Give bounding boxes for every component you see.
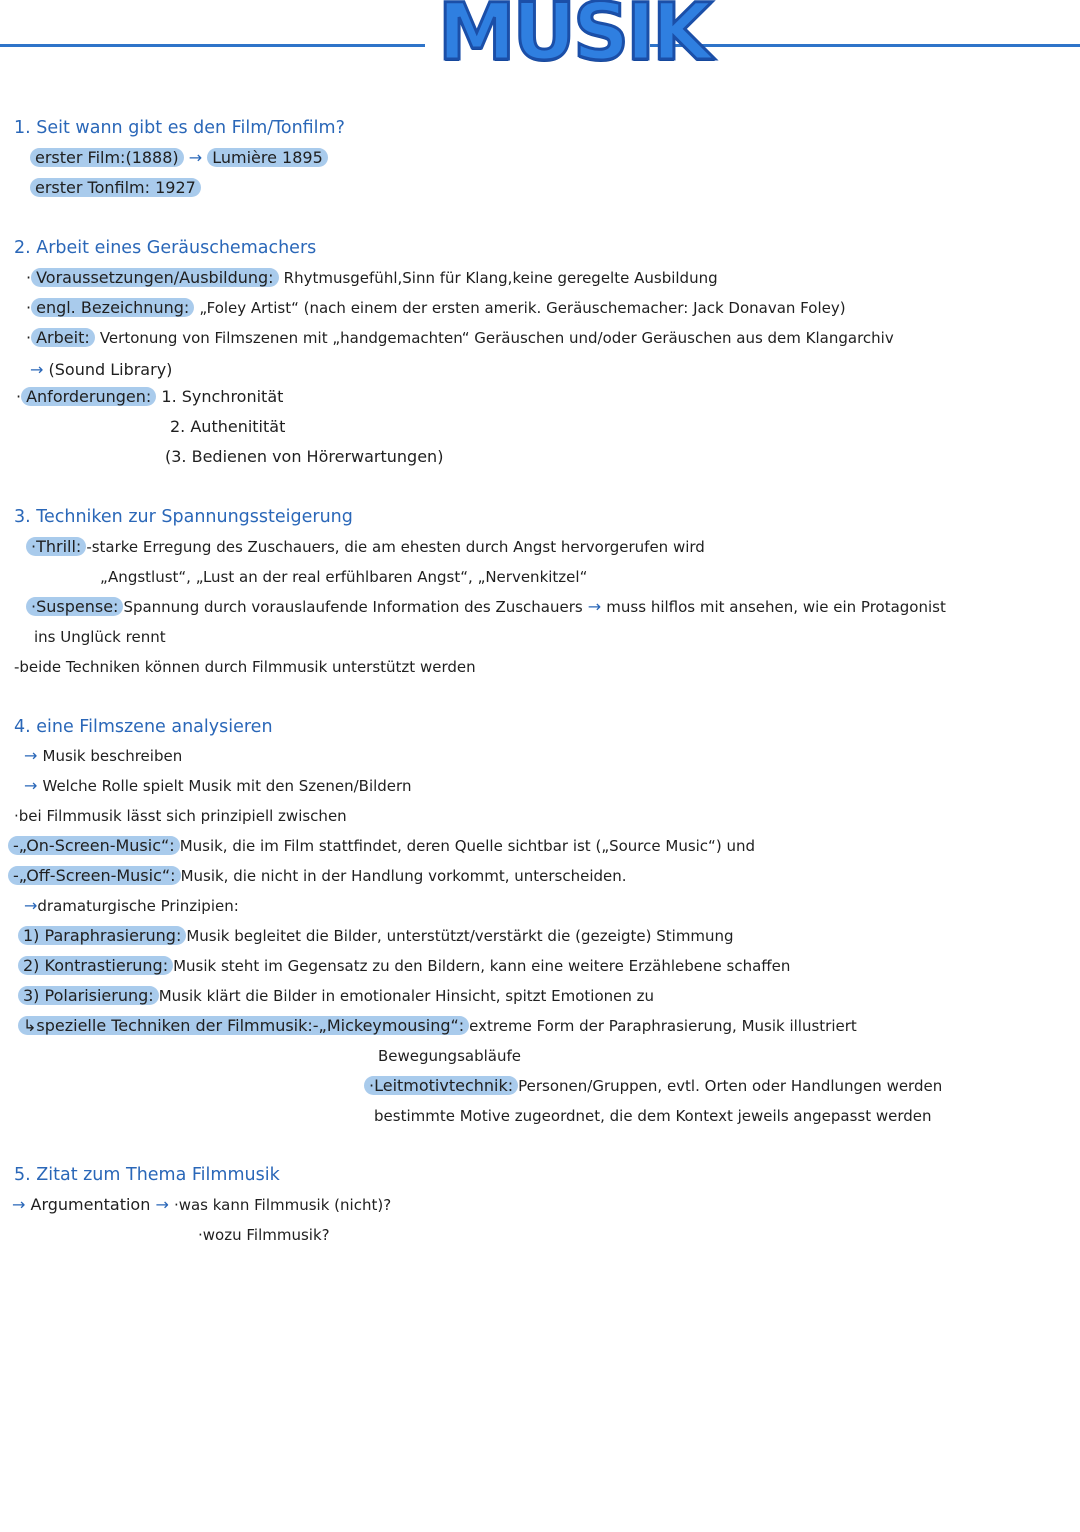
highlight: -„On-Screen-Music“: xyxy=(8,836,180,855)
section-4-line-3: ·bei Filmmusik lässt sich prinzipiell zwischen xyxy=(14,807,347,825)
text: Musik begleitet die Bilder, unterstützt/verstärkt die (gezeigte) Stimmung xyxy=(186,927,734,945)
section-4-line-12 xyxy=(364,1075,942,1097)
bullet: · xyxy=(26,298,32,317)
section-2-line-4 xyxy=(30,359,172,381)
text: Musik klärt die Bilder in emotionaler Hinsicht, spitzt Emotionen zu xyxy=(158,987,655,1005)
text: muss hilflos mit ansehen, wie ein Protagonist xyxy=(606,598,946,616)
section-1-line-2 xyxy=(30,177,201,199)
page-title: MUSIK xyxy=(438,0,710,78)
arrow-icon: → xyxy=(155,1195,169,1214)
highlight: ·Thrill: xyxy=(26,537,86,556)
section-3-line-4: ins Unglück rennt xyxy=(34,628,166,646)
text: Musik beschreiben xyxy=(42,747,183,765)
bullet: · xyxy=(26,268,32,287)
arrow-icon: → xyxy=(24,896,38,915)
text: Spannung durch vorauslaufende Information des Zuschauers xyxy=(123,598,583,616)
arrow-icon: → xyxy=(24,746,38,765)
highlight: Lumière 1895 xyxy=(207,148,328,167)
text: (Sound Library) xyxy=(48,360,173,379)
section-4-line-7 xyxy=(18,925,734,947)
section-4-line-4 xyxy=(8,835,755,857)
text: Musik steht im Gegensatz zu den Bildern, kann eine weitere Erzählebene schaffen xyxy=(173,957,791,975)
section-3-line-5: -beide Techniken können durch Filmmusik unterstützt werden xyxy=(14,658,476,676)
section-4-line-10 xyxy=(18,1015,857,1037)
section-3-heading: 3. Techniken zur Spannungssteigerung xyxy=(14,507,353,527)
section-3-line-3 xyxy=(26,596,946,618)
highlight: erster Tonfilm: 1927 xyxy=(30,178,201,197)
section-1-line-1 xyxy=(30,147,328,169)
text: Musik, die im Film stattfindet, deren Quelle sichtbar ist („Source Music“) und xyxy=(179,837,755,855)
section-4-line-2 xyxy=(24,775,411,797)
text: Vertonung von Filmszenen mit „handgemachten“ Geräuschen und/oder Geräuschen aus dem Klangarchiv xyxy=(99,329,894,347)
section-3-line-2: „Angstlust“, „Lust an der real erfühlbaren Angst“, „Nervenkitzel“ xyxy=(100,568,588,586)
section-4-line-8 xyxy=(18,955,790,977)
highlight: 2) Kontrastierung: xyxy=(18,956,173,975)
section-5-line-2: ·wozu Filmmusik? xyxy=(198,1226,330,1244)
highlight: Anforderungen: xyxy=(21,387,156,406)
text: 1. Synchronität xyxy=(161,387,284,406)
bullet: · xyxy=(16,387,22,406)
highlight: -„Off-Screen-Music“: xyxy=(8,866,181,885)
section-4-line-6 xyxy=(24,895,239,917)
text: Musik, die nicht in der Handlung vorkommt, unterscheiden. xyxy=(180,867,627,885)
text: Rhytmusgefühl,Sinn für Klang,keine geregelte Ausbildung xyxy=(283,269,718,287)
section-4-line-9 xyxy=(18,985,654,1007)
arrow-icon: → xyxy=(587,597,602,616)
arrow-icon: → xyxy=(30,360,44,379)
bullet: · xyxy=(26,328,32,347)
section-2-heading: 2. Arbeit eines Geräuschemachers xyxy=(14,238,317,258)
section-4-line-5 xyxy=(8,865,627,887)
section-2-line-6: 2. Authenitität xyxy=(170,417,286,436)
highlight: engl. Bezeichnung: xyxy=(31,298,194,317)
section-2-line-7: (3. Bedienen von Hörerwartungen) xyxy=(165,447,444,466)
section-5-heading: 5. Zitat zum Thema Filmmusik xyxy=(14,1165,280,1185)
section-2-line-3 xyxy=(26,327,894,349)
highlight: erster Film:(1888) xyxy=(30,148,184,167)
highlight: ↳spezielle Techniken der Filmmusik:-„Mickeymousing“: xyxy=(18,1016,469,1035)
text: Argumentation xyxy=(30,1195,151,1214)
text: „Foley Artist“ (nach einem der ersten amerik. Geräuschemacher: Jack Donavan Foley) xyxy=(199,299,846,317)
text: dramaturgische Prinzipien: xyxy=(37,897,239,915)
arrow-icon: → xyxy=(12,1195,26,1214)
highlight: 1) Paraphrasierung: xyxy=(18,926,186,945)
text: extreme Form der Paraphrasierung, Musik illustriert xyxy=(469,1017,857,1035)
highlight: ·Suspense: xyxy=(26,597,123,616)
section-2-line-5 xyxy=(16,386,283,408)
section-2-line-2 xyxy=(26,297,846,319)
section-1-heading: 1. Seit wann gibt es den Film/Tonfilm? xyxy=(14,118,345,138)
section-4-heading: 4. eine Filmszene analysieren xyxy=(14,717,273,737)
text: Personen/Gruppen, evtl. Orten oder Handlungen werden xyxy=(518,1077,943,1095)
section-3-line-1 xyxy=(26,536,705,558)
arrow-icon: → xyxy=(188,148,203,167)
text: -starke Erregung des Zuschauers, die am ehesten durch Angst hervorgerufen wird xyxy=(86,538,705,556)
section-4-line-13: bestimmte Motive zugeordnet, die dem Kontext jeweils angepasst werden xyxy=(374,1107,932,1125)
title-rule-left xyxy=(0,44,425,47)
highlight: 3) Polarisierung: xyxy=(18,986,159,1005)
highlight: Arbeit: xyxy=(31,328,95,347)
arrow-icon: → xyxy=(24,776,38,795)
section-4-line-1 xyxy=(24,745,182,767)
text: ·was kann Filmmusik (nicht)? xyxy=(173,1196,392,1214)
text: Welche Rolle spielt Musik mit den Szenen/Bildern xyxy=(42,777,412,795)
section-4-line-11: Bewegungsabläufe xyxy=(378,1047,521,1065)
highlight: ·Leitmotivtechnik: xyxy=(364,1076,518,1095)
section-5-line-1 xyxy=(12,1194,391,1216)
highlight: Voraussetzungen/Ausbildung: xyxy=(31,268,278,287)
section-2-line-1 xyxy=(26,267,718,289)
title-rule-right xyxy=(650,44,1080,47)
